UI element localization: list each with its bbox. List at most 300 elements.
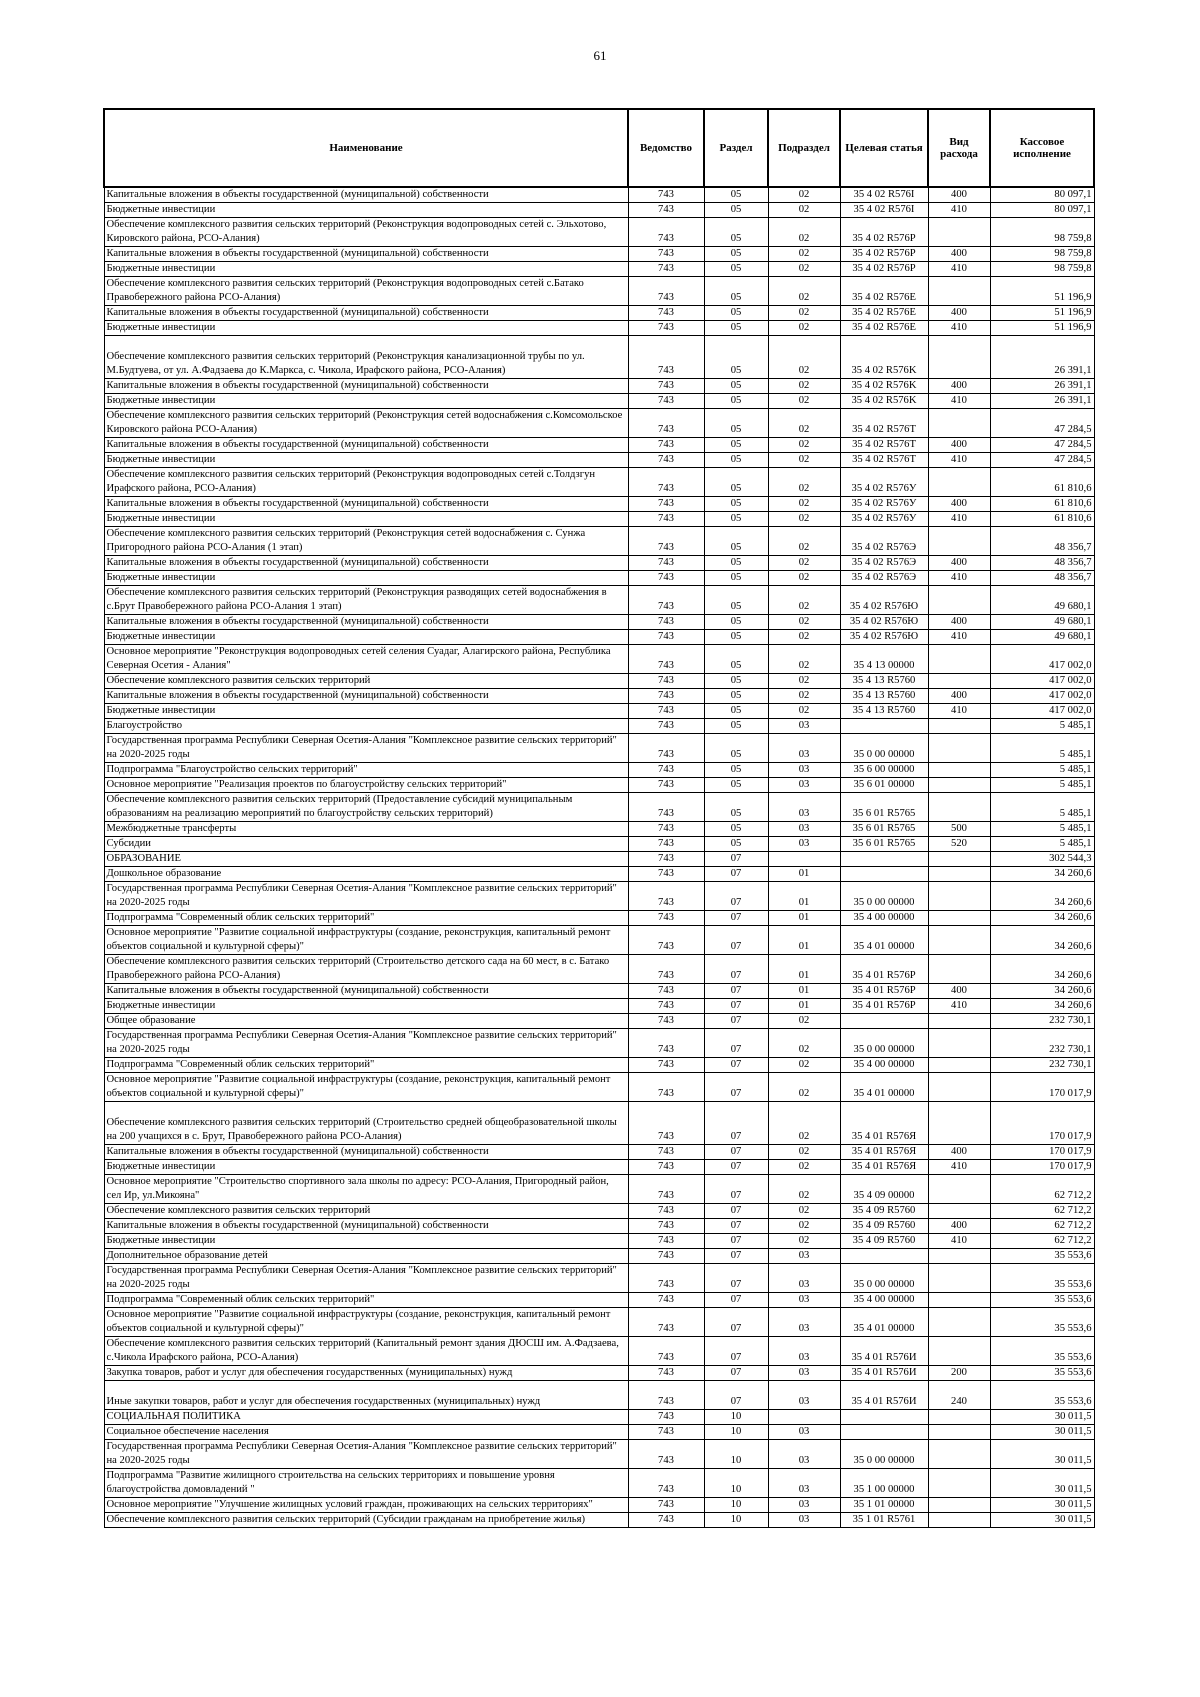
cell-vid-raskhoda: 410 <box>928 394 990 409</box>
cell-name: Обеспечение комплексного развития сельских территорий (Реконструкция водопроводных сетей с.Батако Правобережного района РСО-Алания) <box>104 277 628 306</box>
cell-kassovoe-ispolnenie: 62 712,2 <box>990 1234 1094 1249</box>
table-row <box>104 1293 1094 1308</box>
cell-name: Обеспечение комплексного развития сельских территорий (Капитальный ремонт здания ДЮСШ им. А.Фадзаева, с.Чикола Ирафского района, РСО-Алания) <box>104 1337 628 1366</box>
table-row <box>104 1234 1094 1249</box>
cell-podrazdel: 01 <box>768 882 840 911</box>
cell-kassovoe-ispolnenie: 232 730,1 <box>990 1058 1094 1073</box>
cell-razdel: 05 <box>704 674 768 689</box>
cell-name: Государственная программа Республики Северная Осетия-Алания "Комплексное развитие сельских территорий" на 2020-2025 годы <box>104 734 628 763</box>
cell-vid-raskhoda <box>928 336 990 379</box>
cell-kassovoe-ispolnenie: 48 356,7 <box>990 556 1094 571</box>
cell-kassovoe-ispolnenie: 48 356,7 <box>990 527 1094 556</box>
cell-name: Основное мероприятие "Развитие социальной инфраструктуры (создание, реконструкция, капитальный ремонт объектов социальной и культурной сферы)" <box>104 926 628 955</box>
cell-vedomstvo: 743 <box>628 1073 704 1102</box>
cell-vedomstvo: 743 <box>628 867 704 882</box>
cell-name: Основное мероприятие "Улучшение жилищных условий граждан, проживающих на сельских территориях" <box>104 1498 628 1513</box>
cell-podrazdel <box>768 1410 840 1425</box>
cell-name: Государственная программа Республики Северная Осетия-Алания "Комплексное развитие сельских территорий" на 2020-2025 годы <box>104 1440 628 1469</box>
cell-razdel: 05 <box>704 438 768 453</box>
table-row <box>104 277 1094 306</box>
cell-razdel: 05 <box>704 409 768 438</box>
cell-kassovoe-ispolnenie: 49 680,1 <box>990 586 1094 615</box>
cell-podrazdel: 02 <box>768 527 840 556</box>
table-row <box>104 1175 1094 1204</box>
cell-vid-raskhoda: 410 <box>928 1160 990 1175</box>
table-row <box>104 497 1094 512</box>
cell-celevaya-statya <box>840 852 928 867</box>
cell-name: Основное мероприятие "Развитие социальной инфраструктуры (создание, реконструкция, капитальный ремонт объектов социальной и культурной сферы)" <box>104 1308 628 1337</box>
cell-kassovoe-ispolnenie: 47 284,5 <box>990 409 1094 438</box>
cell-vedomstvo: 743 <box>628 822 704 837</box>
cell-name: Основное мероприятие "Развитие социальной инфраструктуры (создание, реконструкция, капитальный ремонт объектов социальной и культурной сферы)" <box>104 1073 628 1102</box>
cell-vid-raskhoda: 400 <box>928 306 990 321</box>
cell-kassovoe-ispolnenie: 62 712,2 <box>990 1219 1094 1234</box>
cell-vid-raskhoda: 500 <box>928 822 990 837</box>
cell-vedomstvo: 743 <box>628 674 704 689</box>
cell-vedomstvo: 743 <box>628 1440 704 1469</box>
cell-razdel: 05 <box>704 468 768 497</box>
cell-podrazdel: 02 <box>768 1058 840 1073</box>
cell-vedomstvo: 743 <box>628 1366 704 1381</box>
cell-vedomstvo: 743 <box>628 911 704 926</box>
cell-razdel: 07 <box>704 1058 768 1073</box>
cell-vedomstvo: 743 <box>628 1337 704 1366</box>
cell-kassovoe-ispolnenie: 170 017,9 <box>990 1073 1094 1102</box>
cell-vedomstvo: 743 <box>628 277 704 306</box>
cell-podrazdel: 03 <box>768 1513 840 1528</box>
cell-vedomstvo: 743 <box>628 1234 704 1249</box>
cell-podrazdel: 03 <box>768 1366 840 1381</box>
cell-vid-raskhoda: 410 <box>928 262 990 277</box>
cell-razdel: 07 <box>704 1249 768 1264</box>
table-row <box>104 409 1094 438</box>
cell-celevaya-statya: 35 4 02 R576У <box>840 512 928 527</box>
cell-name: Капитальные вложения в объекты государственной (муниципальной) собственности <box>104 306 628 321</box>
cell-razdel: 05 <box>704 394 768 409</box>
cell-vid-raskhoda <box>928 719 990 734</box>
cell-vid-raskhoda <box>928 277 990 306</box>
cell-celevaya-statya: 35 4 02 R576P <box>840 247 928 262</box>
cell-vedomstvo: 743 <box>628 793 704 822</box>
cell-vid-raskhoda <box>928 867 990 882</box>
cell-vedomstvo: 743 <box>628 1249 704 1264</box>
cell-name: Социальное обеспечение населения <box>104 1425 628 1440</box>
cell-kassovoe-ispolnenie: 417 002,0 <box>990 674 1094 689</box>
cell-kassovoe-ispolnenie: 35 553,6 <box>990 1249 1094 1264</box>
cell-razdel: 05 <box>704 793 768 822</box>
cell-vedomstvo: 743 <box>628 306 704 321</box>
cell-razdel: 07 <box>704 1145 768 1160</box>
cell-kassovoe-ispolnenie: 80 097,1 <box>990 203 1094 218</box>
table-header-row <box>104 109 1094 187</box>
cell-vid-raskhoda: 400 <box>928 438 990 453</box>
cell-razdel: 05 <box>704 586 768 615</box>
cell-celevaya-statya: 35 6 01 R5765 <box>840 837 928 852</box>
cell-razdel: 07 <box>704 999 768 1014</box>
cell-razdel: 05 <box>704 615 768 630</box>
cell-podrazdel: 02 <box>768 630 840 645</box>
cell-vid-raskhoda: 410 <box>928 512 990 527</box>
cell-vid-raskhoda: 400 <box>928 1219 990 1234</box>
cell-celevaya-statya: 35 4 01 R576И <box>840 1366 928 1381</box>
cell-razdel: 05 <box>704 763 768 778</box>
table-row <box>104 719 1094 734</box>
cell-vid-raskhoda <box>928 1204 990 1219</box>
cell-vid-raskhoda <box>928 1249 990 1264</box>
cell-vid-raskhoda <box>928 1308 990 1337</box>
cell-name: Бюджетные инвестиции <box>104 262 628 277</box>
cell-vid-raskhoda <box>928 852 990 867</box>
cell-name: Субсидии <box>104 837 628 852</box>
cell-vedomstvo: 743 <box>628 1410 704 1425</box>
cell-kassovoe-ispolnenie: 35 553,6 <box>990 1264 1094 1293</box>
cell-celevaya-statya: 35 4 01 00000 <box>840 1308 928 1337</box>
cell-kassovoe-ispolnenie: 61 810,6 <box>990 497 1094 512</box>
cell-celevaya-statya: 35 4 02 R576E <box>840 321 928 336</box>
cell-podrazdel: 02 <box>768 615 840 630</box>
cell-celevaya-statya: 35 4 13 R5760 <box>840 674 928 689</box>
cell-kassovoe-ispolnenie: 5 485,1 <box>990 793 1094 822</box>
cell-celevaya-statya <box>840 719 928 734</box>
table-row <box>104 203 1094 218</box>
cell-celevaya-statya: 35 1 01 R5761 <box>840 1513 928 1528</box>
cell-vedomstvo: 743 <box>628 1219 704 1234</box>
cell-name: Бюджетные инвестиции <box>104 704 628 719</box>
cell-vedomstvo: 743 <box>628 409 704 438</box>
cell-vedomstvo: 743 <box>628 379 704 394</box>
cell-vedomstvo: 743 <box>628 1308 704 1337</box>
cell-podrazdel: 03 <box>768 719 840 734</box>
table-row <box>104 379 1094 394</box>
cell-vid-raskhoda <box>928 1014 990 1029</box>
cell-celevaya-statya: 35 6 01 R5765 <box>840 822 928 837</box>
cell-podrazdel: 02 <box>768 704 840 719</box>
cell-celevaya-statya: 35 4 02 R576У <box>840 468 928 497</box>
cell-razdel: 05 <box>704 822 768 837</box>
cell-razdel: 05 <box>704 527 768 556</box>
table-row <box>104 453 1094 468</box>
cell-name: Обеспечение комплексного развития сельских территорий <box>104 674 628 689</box>
cell-celevaya-statya <box>840 1249 928 1264</box>
table-row <box>104 468 1094 497</box>
cell-podrazdel: 03 <box>768 1264 840 1293</box>
table-row <box>104 306 1094 321</box>
cell-razdel: 07 <box>704 1337 768 1366</box>
cell-kassovoe-ispolnenie: 26 391,1 <box>990 379 1094 394</box>
table-row <box>104 674 1094 689</box>
cell-name: Подпрограмма "Современный облик сельских территорий" <box>104 1293 628 1308</box>
cell-celevaya-statya: 35 4 02 R576P <box>840 218 928 247</box>
cell-razdel: 05 <box>704 734 768 763</box>
cell-podrazdel: 01 <box>768 911 840 926</box>
cell-vedomstvo: 743 <box>628 187 704 203</box>
cell-vedomstvo: 743 <box>628 336 704 379</box>
cell-vid-raskhoda <box>928 1058 990 1073</box>
cell-vid-raskhoda <box>928 409 990 438</box>
cell-name: Капитальные вложения в объекты государственной (муниципальной) собственности <box>104 247 628 262</box>
cell-podrazdel: 02 <box>768 645 840 674</box>
cell-kassovoe-ispolnenie: 62 712,2 <box>990 1175 1094 1204</box>
cell-razdel: 05 <box>704 277 768 306</box>
cell-name: Капитальные вложения в объекты государственной (муниципальной) собственности <box>104 689 628 704</box>
cell-vedomstvo: 743 <box>628 645 704 674</box>
table-row <box>104 586 1094 615</box>
cell-razdel: 05 <box>704 218 768 247</box>
cell-podrazdel: 01 <box>768 867 840 882</box>
cell-razdel: 05 <box>704 571 768 586</box>
cell-podrazdel: 02 <box>768 1073 840 1102</box>
cell-celevaya-statya: 35 4 02 R576T <box>840 409 928 438</box>
cell-vedomstvo: 743 <box>628 1381 704 1410</box>
cell-kassovoe-ispolnenie: 417 002,0 <box>990 645 1094 674</box>
cell-vid-raskhoda: 400 <box>928 497 990 512</box>
cell-podrazdel: 02 <box>768 1029 840 1058</box>
cell-kassovoe-ispolnenie: 417 002,0 <box>990 704 1094 719</box>
cell-podrazdel: 02 <box>768 262 840 277</box>
cell-vedomstvo: 743 <box>628 734 704 763</box>
cell-vedomstvo: 743 <box>628 763 704 778</box>
cell-name: Обеспечение комплексного развития сельских территорий (Реконструкция сетей водоснабжения с.Комсомольское Кировского района РСО-Алания) <box>104 409 628 438</box>
cell-razdel: 05 <box>704 645 768 674</box>
cell-vedomstvo: 743 <box>628 719 704 734</box>
table-row <box>104 187 1094 203</box>
header-kassovoe-ispolnenie: Кассовое исполнение <box>990 109 1094 187</box>
table-row <box>104 1498 1094 1513</box>
cell-kassovoe-ispolnenie: 98 759,8 <box>990 262 1094 277</box>
cell-vid-raskhoda <box>928 1410 990 1425</box>
cell-podrazdel: 03 <box>768 1293 840 1308</box>
cell-kassovoe-ispolnenie: 5 485,1 <box>990 822 1094 837</box>
cell-vid-raskhoda <box>928 1073 990 1102</box>
cell-vid-raskhoda <box>928 926 990 955</box>
cell-podrazdel: 02 <box>768 1160 840 1175</box>
budget-table <box>103 108 1095 1528</box>
cell-razdel: 05 <box>704 778 768 793</box>
cell-kassovoe-ispolnenie: 34 260,6 <box>990 955 1094 984</box>
cell-vid-raskhoda <box>928 586 990 615</box>
cell-podrazdel: 02 <box>768 277 840 306</box>
cell-name: Капитальные вложения в объекты государственной (муниципальной) собственности <box>104 1145 628 1160</box>
cell-vid-raskhoda <box>928 468 990 497</box>
cell-podrazdel: 02 <box>768 497 840 512</box>
cell-celevaya-statya: 35 4 02 R576I <box>840 187 928 203</box>
cell-kassovoe-ispolnenie: 5 485,1 <box>990 719 1094 734</box>
cell-vedomstvo: 743 <box>628 689 704 704</box>
cell-vid-raskhoda <box>928 1264 990 1293</box>
cell-vid-raskhoda <box>928 1293 990 1308</box>
cell-vid-raskhoda <box>928 645 990 674</box>
cell-kassovoe-ispolnenie: 170 017,9 <box>990 1102 1094 1145</box>
cell-name: Обеспечение комплексного развития сельских территорий (Субсидии гражданам на приобретение жилья) <box>104 1513 628 1528</box>
cell-celevaya-statya: 35 4 01 R576И <box>840 1337 928 1366</box>
table-row <box>104 778 1094 793</box>
cell-name: Подпрограмма "Современный облик сельских территорий" <box>104 911 628 926</box>
cell-vedomstvo: 743 <box>628 1293 704 1308</box>
cell-celevaya-statya: 35 0 00 00000 <box>840 1029 928 1058</box>
cell-vedomstvo: 743 <box>628 955 704 984</box>
cell-vid-raskhoda <box>928 1498 990 1513</box>
cell-vedomstvo: 743 <box>628 1175 704 1204</box>
cell-podrazdel: 02 <box>768 379 840 394</box>
cell-vedomstvo: 743 <box>628 1513 704 1528</box>
cell-podrazdel: 03 <box>768 837 840 852</box>
cell-celevaya-statya: 35 4 02 R576E <box>840 277 928 306</box>
table-row <box>104 1337 1094 1366</box>
cell-razdel: 07 <box>704 882 768 911</box>
cell-kassovoe-ispolnenie: 35 553,6 <box>990 1337 1094 1366</box>
table-row <box>104 1440 1094 1469</box>
cell-razdel: 07 <box>704 1204 768 1219</box>
cell-name: Государственная программа Республики Северная Осетия-Алания "Комплексное развитие сельских территорий" на 2020-2025 годы <box>104 882 628 911</box>
cell-name: Основное мероприятие "Строительство спортивного зала школы по адресу: РСО-Алания, Пригородный район, сел Ир, ул.Микояна" <box>104 1175 628 1204</box>
cell-vedomstvo: 743 <box>628 453 704 468</box>
cell-podrazdel: 01 <box>768 955 840 984</box>
cell-podrazdel: 02 <box>768 1102 840 1145</box>
cell-podrazdel: 02 <box>768 512 840 527</box>
cell-razdel: 10 <box>704 1513 768 1528</box>
cell-razdel: 05 <box>704 336 768 379</box>
cell-vedomstvo: 743 <box>628 1145 704 1160</box>
header-podrazdel: Подраздел <box>768 109 840 187</box>
cell-name: Капитальные вложения в объекты государственной (муниципальной) собственности <box>104 497 628 512</box>
cell-vid-raskhoda <box>928 1440 990 1469</box>
cell-celevaya-statya: 35 4 02 R576K <box>840 394 928 409</box>
cell-podrazdel: 03 <box>768 1440 840 1469</box>
cell-podrazdel: 02 <box>768 689 840 704</box>
cell-razdel: 07 <box>704 1366 768 1381</box>
cell-razdel: 05 <box>704 247 768 262</box>
cell-kassovoe-ispolnenie: 34 260,6 <box>990 926 1094 955</box>
cell-razdel: 05 <box>704 719 768 734</box>
cell-celevaya-statya: 35 4 02 R576Э <box>840 571 928 586</box>
cell-podrazdel: 02 <box>768 556 840 571</box>
cell-vedomstvo: 743 <box>628 852 704 867</box>
table-row <box>104 763 1094 778</box>
cell-name: Обеспечение комплексного развития сельских территорий <box>104 1204 628 1219</box>
table-row <box>104 336 1094 379</box>
cell-kassovoe-ispolnenie: 417 002,0 <box>990 689 1094 704</box>
cell-vid-raskhoda: 410 <box>928 571 990 586</box>
cell-vedomstvo: 743 <box>628 999 704 1014</box>
cell-podrazdel: 02 <box>768 321 840 336</box>
cell-vedomstvo: 743 <box>628 218 704 247</box>
cell-celevaya-statya: 35 0 00 00000 <box>840 1440 928 1469</box>
cell-razdel: 07 <box>704 1073 768 1102</box>
cell-kassovoe-ispolnenie: 34 260,6 <box>990 882 1094 911</box>
cell-name: Государственная программа Республики Северная Осетия-Алания "Комплексное развитие сельских территорий" на 2020-2025 годы <box>104 1029 628 1058</box>
cell-podrazdel: 02 <box>768 1219 840 1234</box>
cell-podrazdel: 03 <box>768 1249 840 1264</box>
cell-kassovoe-ispolnenie: 47 284,5 <box>990 453 1094 468</box>
cell-kassovoe-ispolnenie: 35 553,6 <box>990 1308 1094 1337</box>
cell-podrazdel: 03 <box>768 1425 840 1440</box>
cell-name: Бюджетные инвестиции <box>104 1234 628 1249</box>
table-row <box>104 247 1094 262</box>
cell-celevaya-statya: 35 4 02 R576P <box>840 262 928 277</box>
table-row <box>104 527 1094 556</box>
cell-razdel: 07 <box>704 1175 768 1204</box>
table-row <box>104 1381 1094 1410</box>
cell-celevaya-statya: 35 4 02 R576I <box>840 203 928 218</box>
cell-razdel: 05 <box>704 689 768 704</box>
cell-vid-raskhoda: 400 <box>928 689 990 704</box>
cell-podrazdel: 02 <box>768 409 840 438</box>
cell-podrazdel: 02 <box>768 187 840 203</box>
cell-name: Бюджетные инвестиции <box>104 203 628 218</box>
cell-podrazdel: 03 <box>768 1498 840 1513</box>
cell-celevaya-statya <box>840 1014 928 1029</box>
cell-razdel: 07 <box>704 1014 768 1029</box>
table-row <box>104 1249 1094 1264</box>
cell-vid-raskhoda <box>928 1102 990 1145</box>
cell-vid-raskhoda: 410 <box>928 704 990 719</box>
cell-vid-raskhoda: 400 <box>928 247 990 262</box>
cell-podrazdel: 02 <box>768 1234 840 1249</box>
header-vid-raskhoda: Вид расхода <box>928 109 990 187</box>
cell-kassovoe-ispolnenie: 30 011,5 <box>990 1425 1094 1440</box>
cell-vid-raskhoda: 410 <box>928 999 990 1014</box>
cell-podrazdel: 02 <box>768 453 840 468</box>
cell-vedomstvo: 743 <box>628 497 704 512</box>
cell-kassovoe-ispolnenie: 34 260,6 <box>990 867 1094 882</box>
cell-celevaya-statya: 35 4 00 00000 <box>840 1058 928 1073</box>
page-number: 61 <box>593 48 607 63</box>
cell-name: Обеспечение комплексного развития сельских территорий (Предоставление субсидий муниципальным образованиям на реализацию мероприятий по благоустройству сельских территорий) <box>104 793 628 822</box>
cell-celevaya-statya: 35 4 02 R576Ю <box>840 586 928 615</box>
cell-vedomstvo: 743 <box>628 704 704 719</box>
cell-podrazdel: 02 <box>768 394 840 409</box>
table-row <box>104 999 1094 1014</box>
table-row <box>104 852 1094 867</box>
cell-kassovoe-ispolnenie: 51 196,9 <box>990 306 1094 321</box>
cell-kassovoe-ispolnenie: 35 553,6 <box>990 1366 1094 1381</box>
cell-podrazdel: 03 <box>768 1381 840 1410</box>
cell-name: Основное мероприятие "Реализация проектов по благоустройству сельских территорий" <box>104 778 628 793</box>
table-row <box>104 1366 1094 1381</box>
cell-name: Капитальные вложения в объекты государственной (муниципальной) собственности <box>104 438 628 453</box>
cell-celevaya-statya: 35 4 09 R5760 <box>840 1234 928 1249</box>
cell-vedomstvo: 743 <box>628 837 704 852</box>
table-row <box>104 1102 1094 1145</box>
cell-kassovoe-ispolnenie: 98 759,8 <box>990 247 1094 262</box>
cell-podrazdel: 02 <box>768 1145 840 1160</box>
cell-kassovoe-ispolnenie: 35 553,6 <box>990 1293 1094 1308</box>
cell-name: Бюджетные инвестиции <box>104 999 628 1014</box>
cell-vid-raskhoda <box>928 778 990 793</box>
cell-name: Капитальные вложения в объекты государственной (муниципальной) собственности <box>104 1219 628 1234</box>
cell-vid-raskhoda <box>928 734 990 763</box>
cell-kassovoe-ispolnenie: 34 260,6 <box>990 984 1094 999</box>
table-row <box>104 438 1094 453</box>
cell-vid-raskhoda: 400 <box>928 379 990 394</box>
cell-vedomstvo: 743 <box>628 512 704 527</box>
cell-name: Государственная программа Республики Северная Осетия-Алания "Комплексное развитие сельских территорий" на 2020-2025 годы <box>104 1264 628 1293</box>
table-row <box>104 704 1094 719</box>
cell-name: Бюджетные инвестиции <box>104 571 628 586</box>
cell-celevaya-statya <box>840 1410 928 1425</box>
cell-podrazdel: 03 <box>768 822 840 837</box>
cell-name: Бюджетные инвестиции <box>104 453 628 468</box>
cell-vid-raskhoda: 400 <box>928 556 990 571</box>
cell-razdel: 07 <box>704 1308 768 1337</box>
cell-vid-raskhoda <box>928 1425 990 1440</box>
table-row <box>104 1264 1094 1293</box>
cell-kassovoe-ispolnenie: 30 011,5 <box>990 1513 1094 1528</box>
cell-celevaya-statya: 35 4 01 R576Я <box>840 1145 928 1160</box>
cell-name: Межбюджетные трансферты <box>104 822 628 837</box>
table-row <box>104 571 1094 586</box>
cell-name: Дополнительное образование детей <box>104 1249 628 1264</box>
